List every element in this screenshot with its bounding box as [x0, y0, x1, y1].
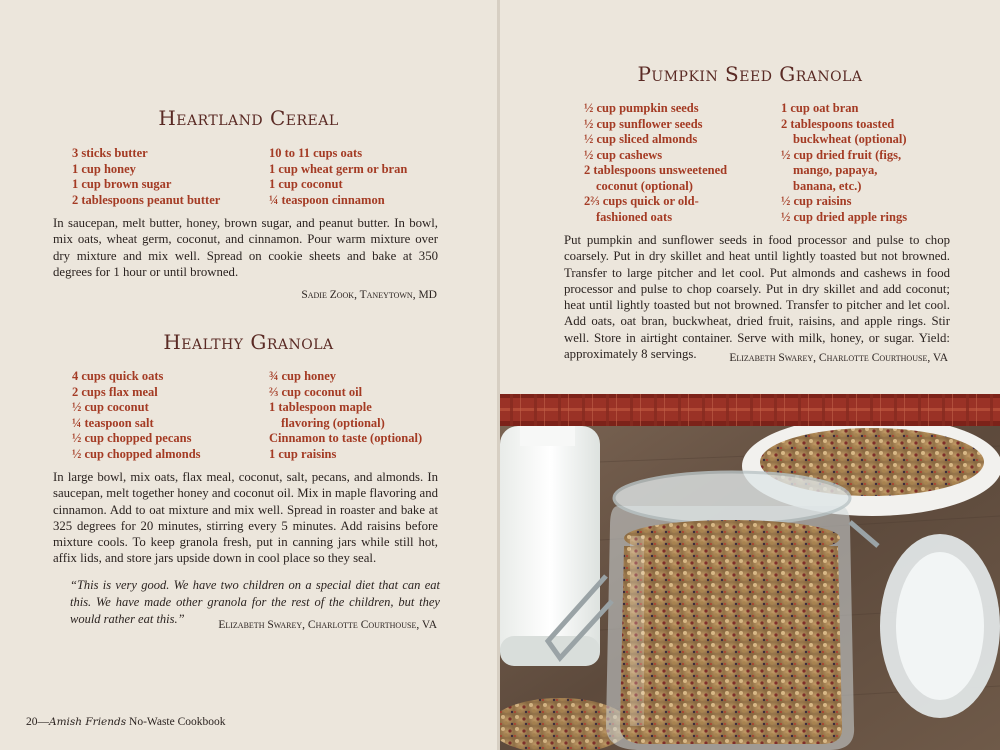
ingredient: ½ cup chopped pecans — [72, 431, 192, 445]
ingredients-col1-healthy — [72, 369, 201, 462]
ingredient-continued: coconut (optional) — [596, 178, 693, 193]
ingredients-col2-heartland — [269, 146, 407, 208]
ingredient: 1 cup honey — [72, 161, 136, 176]
ingredient: ½ cup dried fruit (figs, — [781, 147, 902, 162]
ingredient: 2 tablespoons peanut butter — [72, 192, 221, 207]
ingredient-continued: banana, etc.) — [793, 178, 862, 193]
ingredients-col2-pumpkin — [781, 101, 907, 225]
ingredients-col1-heartland — [72, 146, 220, 208]
ingredient: ½ cup sliced almonds — [584, 132, 698, 146]
recipe-title-healthy-granola: Healthy Granola — [163, 330, 334, 354]
plaid-band — [500, 394, 1000, 426]
instructions-healthy: In large bowl, mix oats, flax meal, coconut, salt, pecans, and almonds. In saucepan, melt together honey and coconut oil. Mix in maple flavoring and cinnamon. Add to oat mixture and mix well. Spread in roaster and bake at 325 degrees for 20 minutes, stirring every 5 minutes. Add raisins before mixture cools. To keep granola fresh, put in canning jars while still hot, affix lids, and store jars upside down in cool place so they seal. — [53, 470, 438, 566]
recipe-title-pumpkin-seed-granola: Pumpkin Seed Granola — [637, 62, 863, 86]
ingredients-col2-healthy — [269, 369, 422, 462]
page-folio — [26, 716, 226, 728]
page-number: 20 — [26, 716, 38, 728]
ingredient: ½ cup chopped almonds — [72, 446, 201, 461]
ingredient: ½ cup cashews — [584, 147, 663, 162]
ingredient: ½ cup dried apple rings — [781, 209, 908, 224]
ingredient: ½ cup pumpkin seeds — [584, 101, 699, 115]
ingredient: ½ cup raisins — [781, 194, 852, 208]
ingredient: 3 sticks butter — [72, 146, 148, 160]
jar-lid-icon — [880, 534, 1000, 718]
ingredient: 1 cup wheat germ or bran — [269, 161, 408, 176]
granola-jar-photo — [500, 426, 1000, 750]
ingredient: ½ cup coconut — [72, 400, 149, 414]
instructions-heartland: In saucepan, melt butter, honey, brown sugar, and peanut butter. In bowl, mix oats, wheat germ, coconut, and cinnamon. Pour warm mixture over dry mixture and mix well. Spread on cookie sheets and bake at 350 degrees for 1 hour or until browned. — [53, 216, 438, 279]
recipe-title-heartland-cereal: Heartland Cereal — [158, 106, 339, 130]
left-page — [0, 0, 497, 750]
ingredient: ¼ teaspoon cinnamon — [269, 192, 385, 207]
ingredient: 1 tablespoon maple — [269, 400, 372, 414]
ingredient-continued: mango, papaya, — [793, 163, 878, 177]
ingredient: Cinnamon to taste (optional) — [269, 431, 423, 445]
ingredient: 1 cup coconut — [269, 177, 343, 191]
ingredient: 10 to 11 cups oats — [269, 146, 363, 160]
ingredient-continued: fashioned oats — [596, 209, 673, 224]
credit-healthy: Elizabeth Swarey, Charlotte Courthouse, VA — [218, 619, 437, 631]
ingredient: 2⅔ cups quick or old- — [584, 194, 699, 208]
ingredient: 4 cups quick oats — [72, 369, 164, 383]
ingredient: 1 cup raisins — [269, 446, 337, 461]
ingredient: 2 cups flax meal — [72, 384, 158, 399]
book-title-script: Amish Friends — [49, 716, 127, 728]
testimonial-quote: “This is very good. We have two children on a special diet that can eat this. We have made other granola for the rest of the children, but they would rather eat this.” — [70, 578, 440, 626]
ingredient: ¾ cup honey — [269, 369, 337, 383]
ingredient: 1 cup oat bran — [781, 101, 859, 115]
ingredient: ⅔ cup coconut oil — [269, 384, 363, 399]
folio-separator: — — [37, 716, 49, 728]
book-title-rest: No-Waste Cookbook — [126, 716, 226, 728]
ingredient: 2 tablespoons toasted — [781, 116, 895, 131]
credit-pumpkin: Elizabeth Swarey, Charlotte Courthouse, VA — [729, 352, 948, 364]
ingredient: ½ cup sunflower seeds — [584, 116, 703, 131]
ingredient: 2 tablespoons unsweetened — [584, 163, 728, 177]
ingredient: 1 cup brown sugar — [72, 177, 172, 191]
ingredient-continued: flavoring (optional) — [281, 415, 385, 430]
ingredient: ¼ teaspoon salt — [72, 415, 154, 430]
credit-heartland: Sadie Zook, Taneytown, MD — [301, 289, 437, 301]
instructions-pumpkin: Put pumpkin and sunflower seeds in food processor and pulse to chop coarsely. Put in dry skillet and heat until lightly toasted but not browned. Transfer to large pitcher and let cool. Put almonds and cashews in food processor and pulse to chop coarsely. Put in dry skillet and add coconut; heat until lightly toasted but not browned. Transfer to pitcher and let cool. Add oats, oat bran, buckwheat, dried fruit, raisins, and apple rings. Stir well. Store in airtight container. Serve with milk, honey, or sugar. Yield: approximately 8 servings. — [564, 233, 950, 362]
ingredients-col1-pumpkin — [584, 101, 727, 225]
ingredient-continued: buckwheat (optional) — [793, 132, 907, 146]
